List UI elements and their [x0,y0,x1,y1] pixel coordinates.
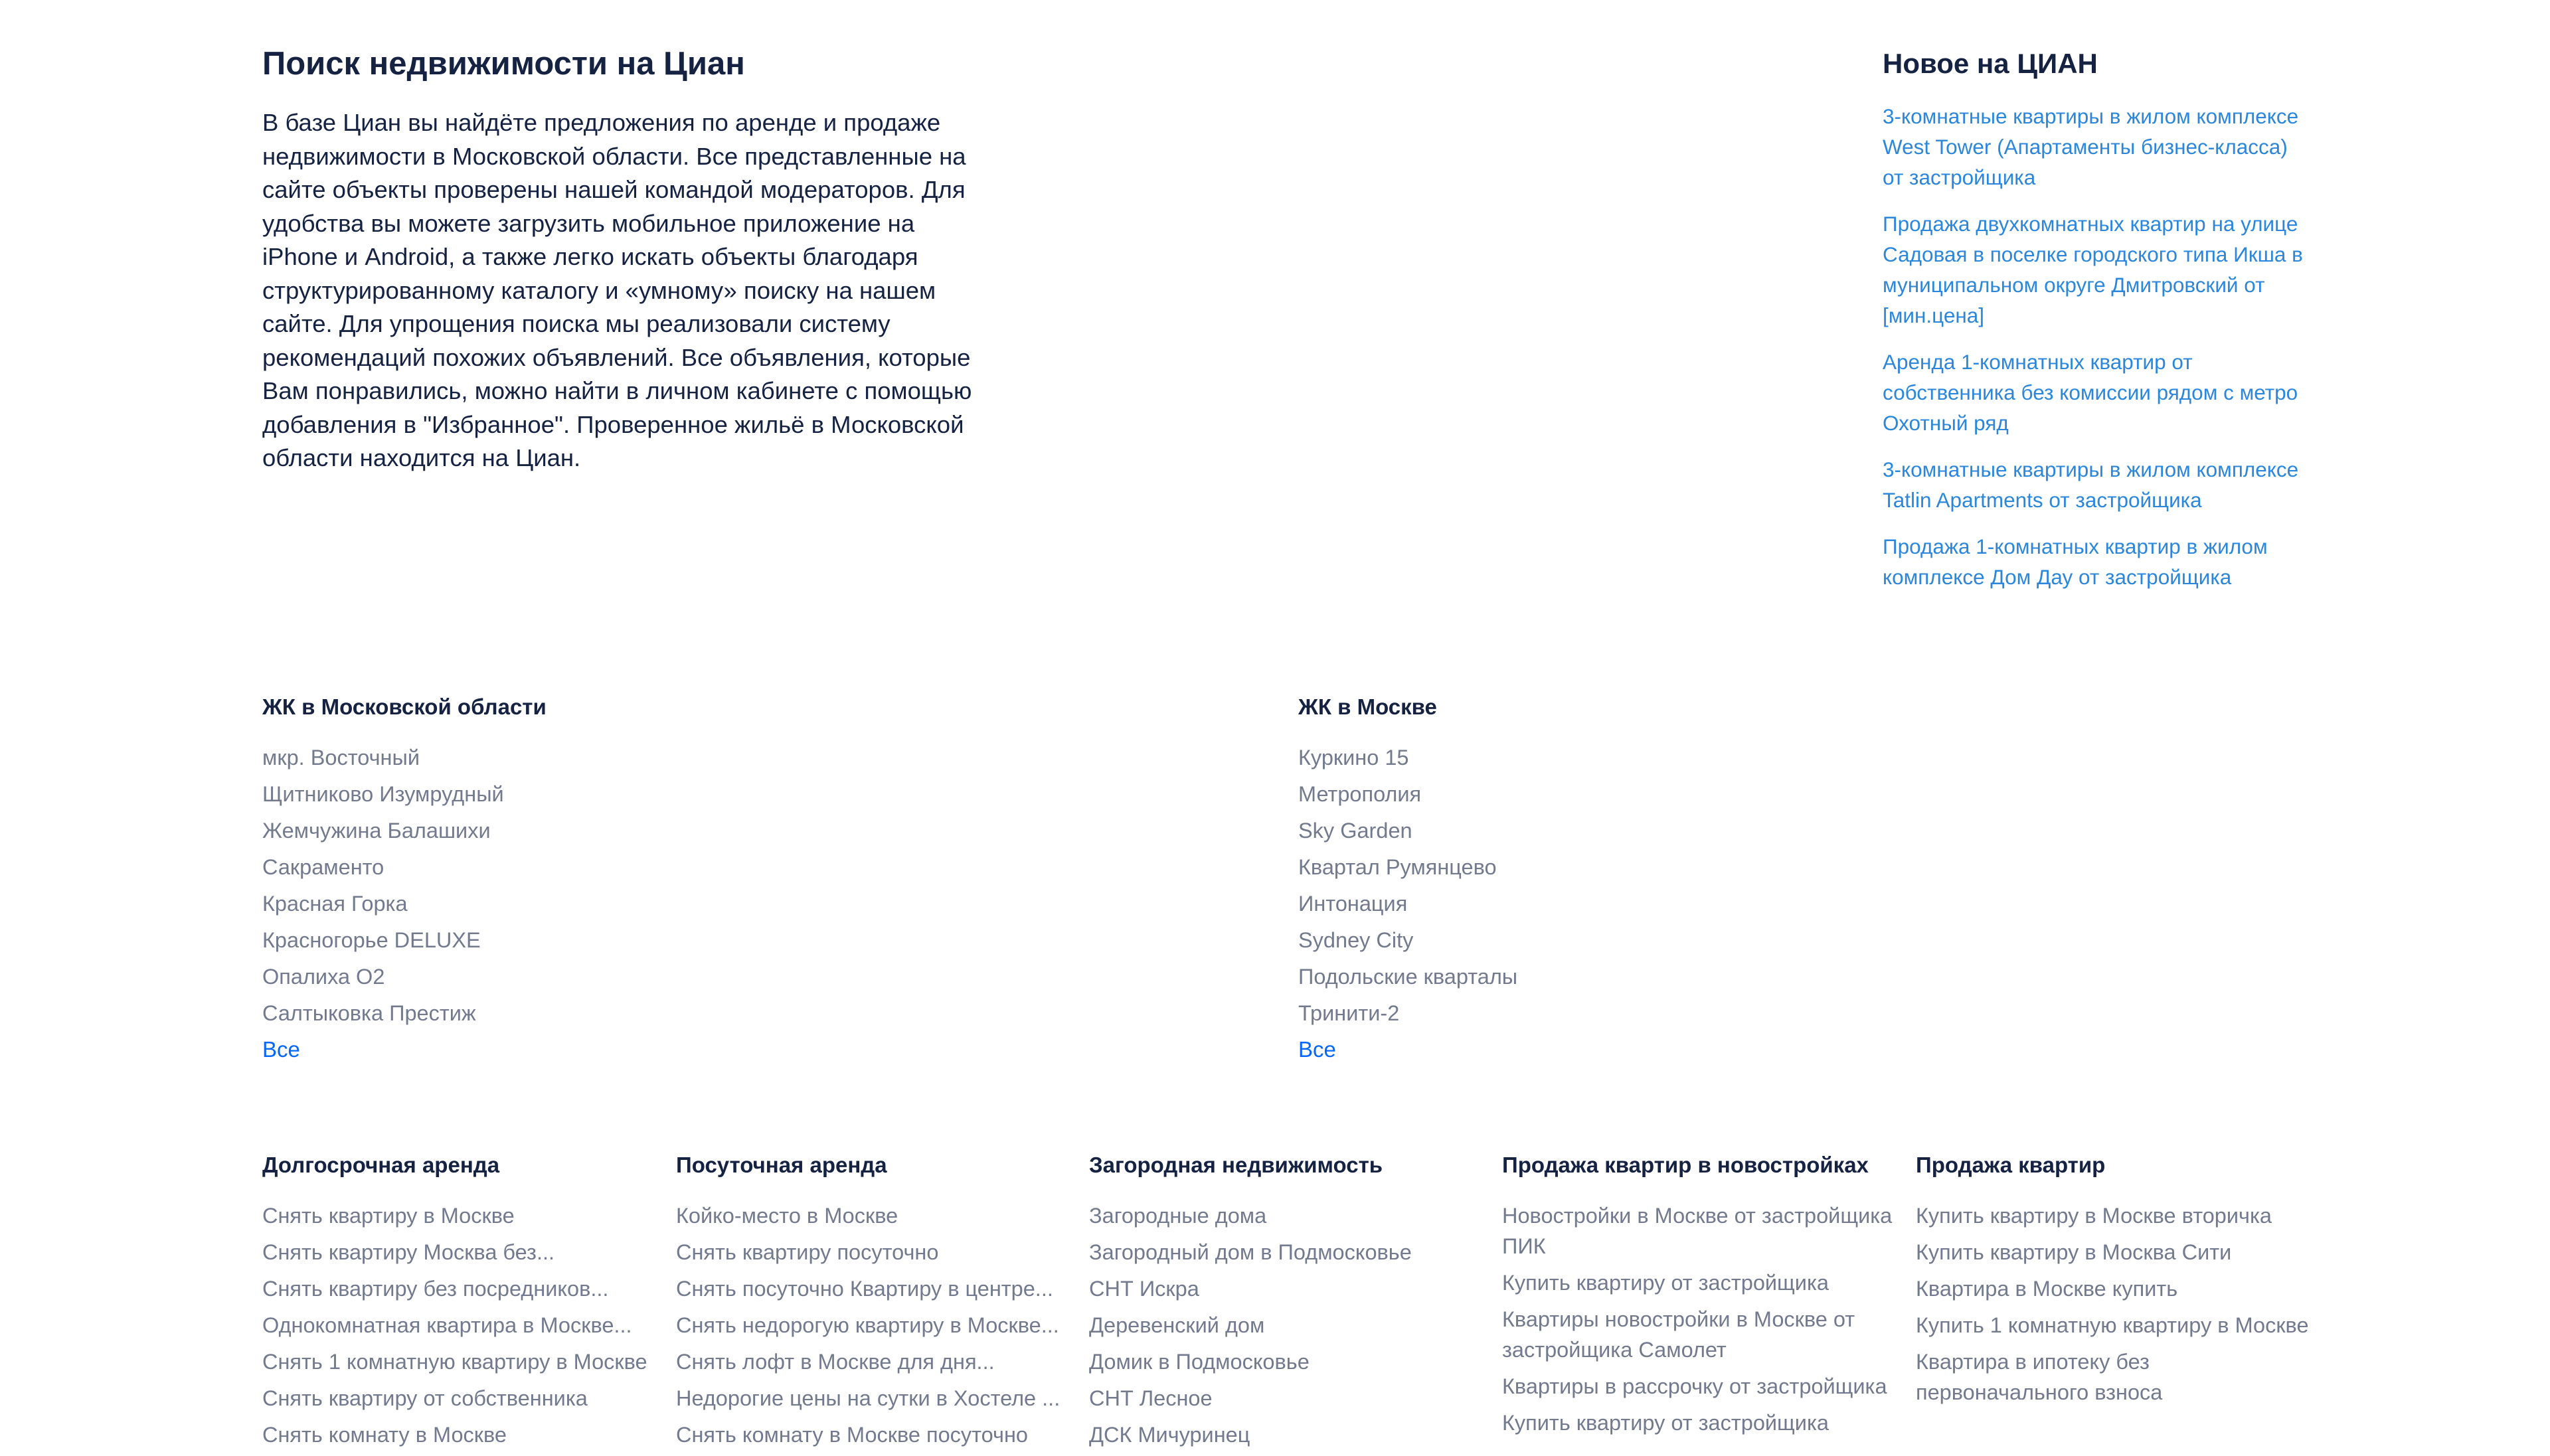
list-item [262,1383,661,1414]
list-item [1089,1383,1488,1414]
long-term-rent-group [262,1149,661,1456]
news-link[interactable]: 3-комнатные квартиры в жилом комплексе Tatlin Apartments от застройщика [1883,457,2299,512]
category-link[interactable]: Снять комнату в Москве посуточно [676,1423,1028,1447]
complex-link[interactable]: Жемчужина Балашихи [262,819,491,843]
news-section [1883,40,2308,608]
link-list [262,742,993,1028]
list-item [1916,1273,2314,1304]
daily-rent-group [676,1149,1074,1456]
category-link[interactable]: Купить квартиру от застройщика [1502,1271,1829,1295]
complex-link[interactable]: Красная Горка [262,892,408,916]
list-item [676,1273,1074,1304]
list-item [676,1310,1074,1340]
zhk-moscow-region-group [262,690,993,1065]
list-item [262,1273,661,1304]
category-link[interactable]: Квартиры новостройки в Москве от застройщика Самолет [1502,1307,1855,1362]
category-link[interactable]: Квартира в ипотеку без первоначального взноса [1916,1350,2163,1404]
list-item [1916,1237,2314,1267]
category-link[interactable]: СНТ Искра [1089,1277,1199,1301]
complex-link[interactable]: мкр. Восточный [262,746,420,769]
list-item [676,1419,1074,1450]
new-builds-sale-group [1502,1149,1901,1444]
list-item [676,1346,1074,1377]
zhk-moscow-group [1298,690,2029,1065]
category-link[interactable]: Снять комнату в Москве [262,1423,507,1447]
category-link[interactable]: СНТ Лесное [1089,1386,1213,1410]
list-item [1089,1237,1488,1267]
category-link[interactable]: Загородный дом в Подмосковье [1089,1240,1412,1264]
list-item [1089,1273,1488,1304]
complex-link[interactable]: Интонация [1298,892,1408,916]
category-link[interactable]: Снять квартиру посуточно [676,1240,939,1264]
category-link[interactable]: Купить квартиру в Москва Сити [1916,1240,2232,1264]
category-link[interactable]: Снять посуточно Квартиру в центре... [676,1277,1053,1301]
group-title: Продажа квартир в новостройках [1502,1153,1869,1177]
category-link[interactable]: Недорогие цены на сутки в Хостеле ... [676,1386,1061,1410]
category-link[interactable]: Снять 1 комнатную квартиру в Москве [262,1350,647,1374]
complex-link[interactable]: Подольские кварталы [1298,965,1518,989]
category-link[interactable]: Квартиры в рассрочку от застройщика [1502,1374,1887,1398]
category-link[interactable]: Купить квартиру от застройщика [1502,1411,1829,1435]
list-item [1089,1310,1488,1340]
category-link[interactable]: Купить 1 комнатную квартиру в Москве [1916,1313,2309,1337]
list-item [1298,925,2029,955]
category-link[interactable]: Домик в Подмосковье [1089,1350,1310,1374]
list-item [676,1237,1074,1267]
news-link[interactable]: Продажа 1-комнатных квартир в жилом комплексе Дом Дау от застройщика [1883,534,2268,589]
category-link[interactable]: Квартира в Москве купить [1916,1277,2178,1301]
list-item [1089,1346,1488,1377]
group-title: Продажа квартир [1916,1153,2106,1177]
complex-link[interactable]: Щитниково Изумрудный [262,782,504,806]
category-link[interactable]: Снять квартиру в Москве [262,1204,515,1228]
list-item [1089,1200,1488,1231]
list-item [262,1200,661,1231]
list-item [262,852,993,882]
list-item [1298,815,2029,846]
link-list [676,1200,1074,1450]
list-item [1298,779,2029,809]
category-link[interactable]: Новостройки в Москве от застройщика ПИК [1502,1204,1893,1258]
list-item [262,779,993,809]
group-title: Загородная недвижимость [1089,1153,1383,1177]
list-item [262,1310,661,1340]
list-item [676,1200,1074,1231]
country-property-group [1089,1149,1488,1456]
category-link[interactable]: Купить квартиру в Москве вторичка [1916,1204,2272,1228]
list-item [262,888,993,919]
list-item [1298,852,2029,882]
list-item [1298,742,2029,773]
category-link[interactable]: Деревенский дом [1089,1313,1265,1337]
list-item [262,998,993,1028]
complex-link[interactable]: Sydney City [1298,928,1414,952]
list-item [262,1346,661,1377]
seo-text: В базе Циан вы найдёте предложения по аренде и продаже недвижимости в Московской области. Все представленные на сайте объекты проверены нашей командой модераторов. Для удобства вы можете загрузить мобильное приложение на iPhone и Android, а также легко искать объекты благодаря структурированному каталогу и «умному» поиску на нашем сайте. Для упрощения поиска мы реализовали систему рекомендаций похожих объявлений. Все объявления, которые Вам понравились, можно найти в личном кабинете с помощью добавления в "Избранное". Проверенное жильё в Московской области находится на Циан. [262,109,972,471]
link-list [1916,1200,2314,1408]
list-item [1502,1200,1901,1261]
news-link[interactable]: Продажа двухкомнатных квартир на улице Садовая в поселке городского типа Икша в муниципальном округе Дмитровский от [мин.цена] [1883,212,2303,327]
list-item [1298,888,2029,919]
list-item [1916,1200,2314,1231]
link-list [262,1200,661,1450]
group-title: Долгосрочная аренда [262,1153,500,1177]
list-item [1502,1304,1901,1365]
complex-link[interactable]: Sky Garden [1298,819,1412,843]
apartment-sale-group [1916,1149,2314,1414]
list-item [262,925,993,955]
complex-link[interactable]: Салтыковка Престиж [262,1001,476,1025]
list-item [262,1237,661,1267]
complex-link[interactable]: Опалиха О2 [262,965,385,989]
category-link[interactable]: Снять квартиру Москва без... [262,1240,555,1264]
list-item [1298,998,2029,1028]
category-link[interactable]: Однокомнатная квартира в Москве... [262,1313,632,1337]
category-link[interactable]: Снять квартиру без посредников... [262,1277,609,1301]
list-item [1502,1408,1901,1438]
link-list [1298,742,2029,1028]
category-link[interactable]: Койко-место в Москве [676,1204,898,1228]
list-item [1916,1346,2314,1408]
group-title: ЖК в Московской области [262,694,547,719]
news-title: Новое на ЦИАН [1883,48,2098,79]
complex-link[interactable]: Куркино 15 [1298,746,1409,769]
group-title: ЖК в Москве [1298,694,1437,719]
link-list [1089,1200,1488,1450]
group-title: Посуточная аренда [676,1153,887,1177]
seo-section [262,40,979,475]
category-link[interactable]: ДСК Мичуринец [1089,1423,1250,1447]
complex-link[interactable]: Метрополия [1298,782,1422,806]
category-link[interactable]: Снять квартиру от собственника [262,1386,588,1410]
category-link[interactable]: Снять лофт в Москве для дня... [676,1350,995,1374]
complex-link[interactable]: Тринити-2 [1298,1001,1400,1025]
list-item [1089,1419,1488,1450]
show-all-link[interactable]: Все [1298,1037,1336,1062]
list-item [262,815,993,846]
list-item [1916,1310,2314,1340]
list-item [1502,1267,1901,1298]
list-item [1502,1371,1901,1402]
news-link[interactable]: Аренда 1-комнатных квартир от собственника без комиссии рядом с метро Охотный ряд [1883,350,2298,435]
list-item [262,742,993,773]
show-all-link[interactable]: Все [262,1037,300,1062]
link-list [1502,1200,1901,1438]
list-item [1298,961,2029,992]
news-link[interactable]: 3-комнатные квартиры в жилом комплексе West Tower (Апартаменты бизнес-класса) от застройщика [1883,104,2299,189]
category-link[interactable]: Снять недорогую квартиру в Москве... [676,1313,1059,1337]
category-link[interactable]: Загородные дома [1089,1204,1267,1228]
list-item [676,1383,1074,1414]
list-item [262,961,993,992]
complex-link[interactable]: Сакраменто [262,855,384,879]
seo-title: Поиск недвижимости на Циан [262,46,745,82]
complex-link[interactable]: Красногорье DELUXE [262,928,481,952]
list-item [262,1419,661,1450]
complex-link[interactable]: Квартал Румянцево [1298,855,1497,879]
